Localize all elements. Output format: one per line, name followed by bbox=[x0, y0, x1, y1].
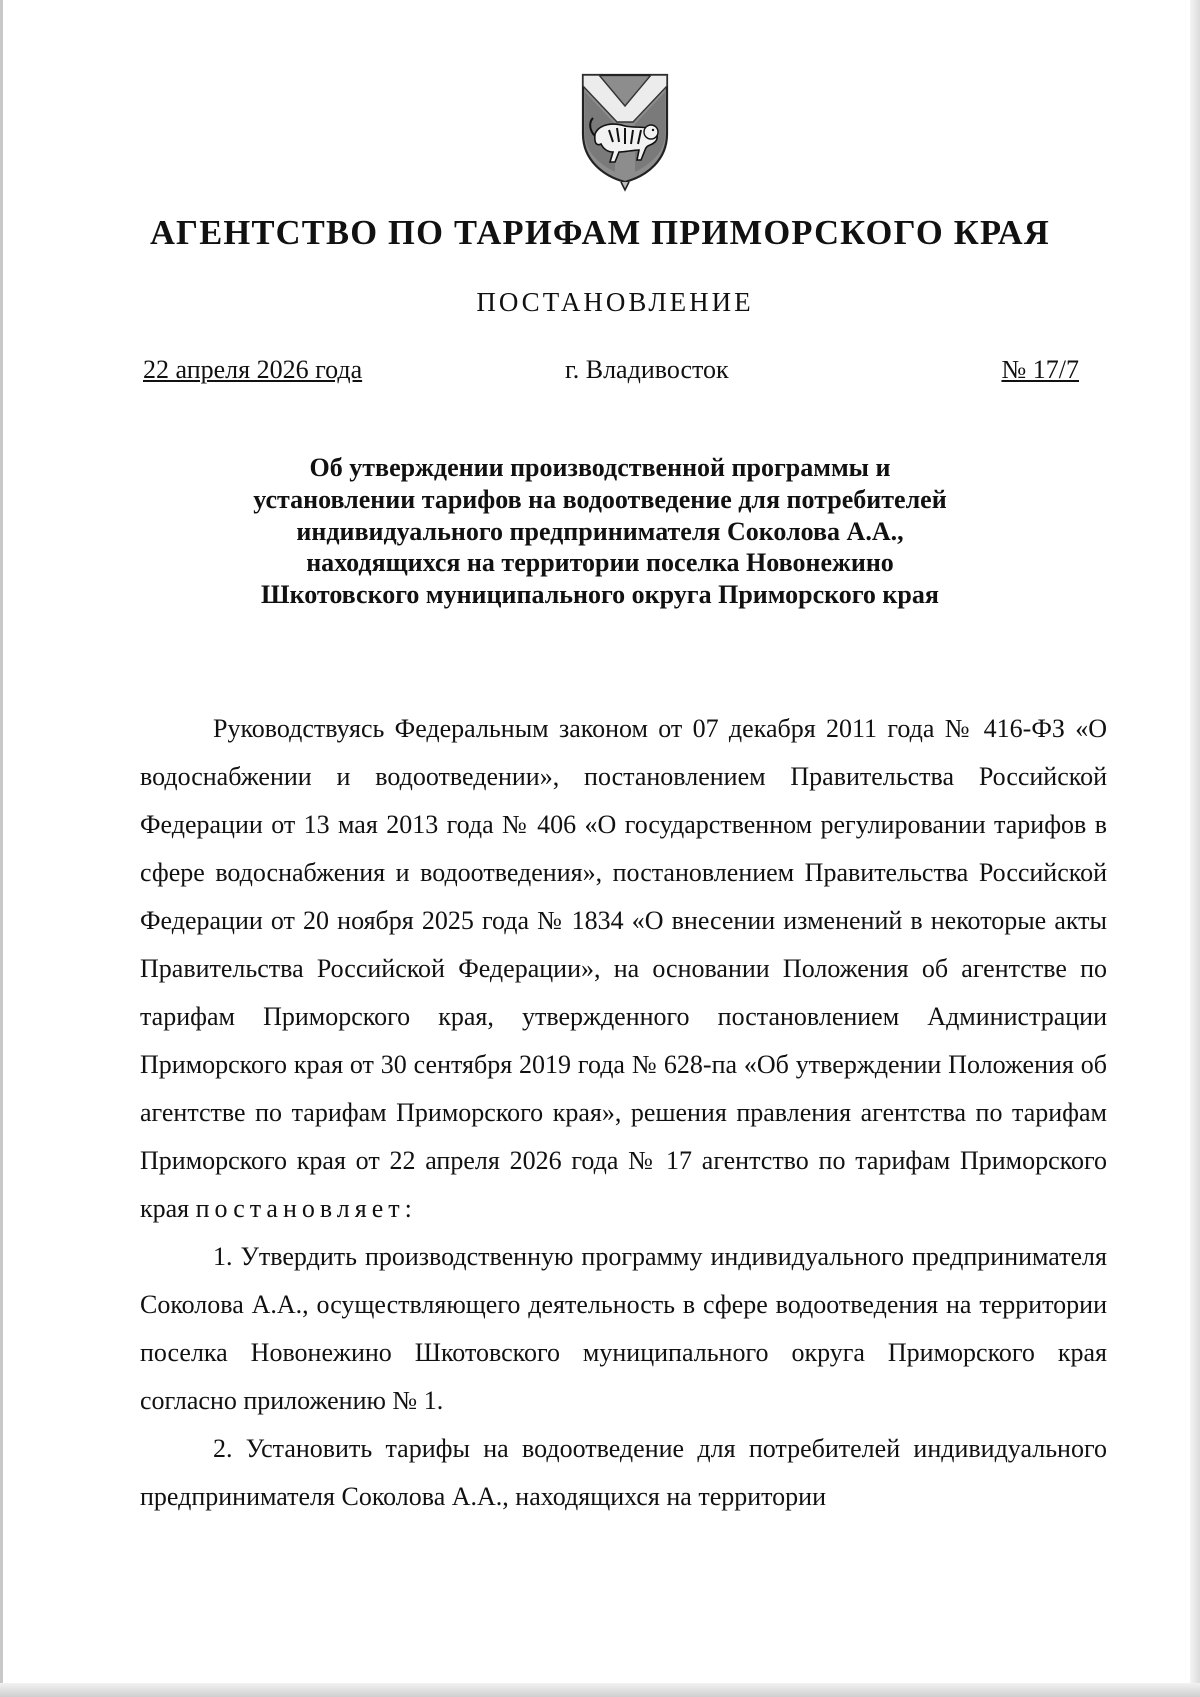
scan-edge-bottom bbox=[0, 1683, 1200, 1697]
preamble-text: Руководствуясь Федеральным законом от 07 декабря 2011 года № 416-ФЗ «О водоснабжении и водоотведении», постановлением Правительства Российской Федерации от 13 мая 2013 года № 406 «О государственном регулировании тарифов в сфере водоснабжения и водоотведения», постановлением Правительства Российской Федерации от 20 ноября 2025 года № 1834 «О внесении изменений в некоторые акты Правительства Российской Федерации», на основании Положения об агентстве по тарифам Приморского края, утвержденного постановлением Администрации Приморского края от 30 сентября 2019 года № 628-па «Об утверждении Положения об агентстве по тарифам Приморского края», решения правления агентства по тарифам Приморского края от 22 апреля 2026 года № 17 агентство по тарифам Приморского края bbox=[140, 714, 1107, 1223]
document-meta-row bbox=[143, 355, 1079, 389]
preamble-verb: постановляет: bbox=[195, 1194, 417, 1223]
document-body bbox=[140, 705, 1107, 1521]
scan-edge-left bbox=[0, 0, 3, 1697]
agency-name: АГЕНТСТВО ПО ТАРИФАМ ПРИМОРСКОГО КРАЯ bbox=[149, 214, 1051, 252]
preamble-paragraph bbox=[140, 705, 1107, 1233]
coat-of-arms-icon bbox=[575, 72, 675, 192]
document-type: ПОСТАНОВЛЕНИЕ bbox=[476, 287, 754, 317]
document-date: 22 апреля 2026 года bbox=[143, 355, 363, 384]
document-number: № 17/7 bbox=[1001, 355, 1079, 384]
coat-of-arms-svg bbox=[575, 72, 675, 192]
document-city: г. Владивосток bbox=[565, 355, 729, 384]
document-title: Об утверждении производственной программы и установлении тарифов на водоотведение для потребителей индивидуального предпринимателя Соколова А.А., находящихся на территории поселка Новонежино Шкотовского муниципального округа Приморского края bbox=[253, 453, 947, 610]
scan-edge-right bbox=[1190, 0, 1200, 1697]
item-1-paragraph: 1. Утвердить производственную программу индивидуального предпринимателя Соколова А.А., осуществляющего деятельность в сфере водоотведения на территории поселка Новонежино Шкотовского муниципального округа Приморского края согласно приложению № 1. bbox=[140, 1242, 1107, 1415]
item-2-paragraph: 2. Установить тарифы на водоотведение для потребителей индивидуального предпринимателя Соколова А.А., находящихся на территории bbox=[140, 1434, 1107, 1511]
